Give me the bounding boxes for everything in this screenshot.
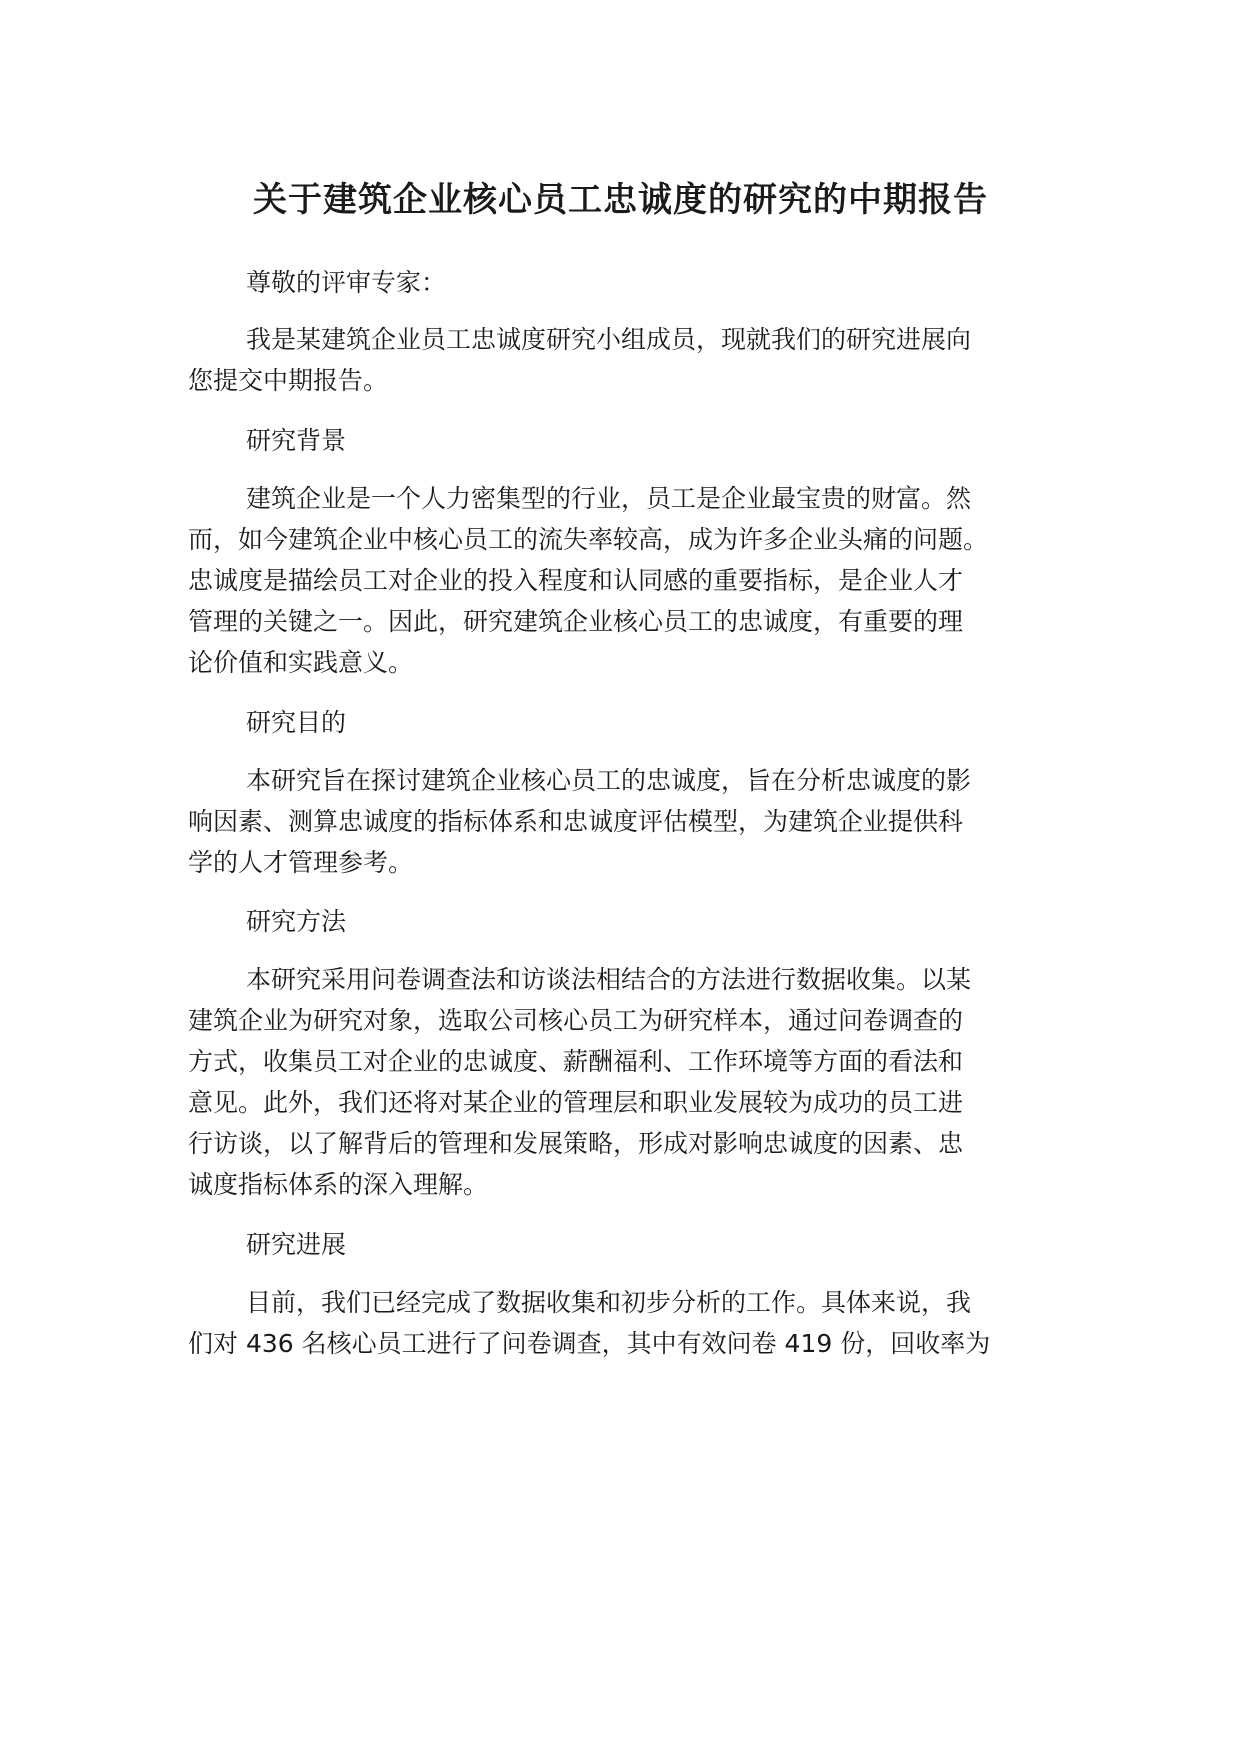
background-line-2: 而，如今建筑企业中核心员工的流失率较高，成为许多企业头痛的问题。 bbox=[188, 525, 989, 554]
document-title: 关于建筑企业核心员工忠诚度的研究的中期报告 bbox=[253, 180, 988, 220]
progress-line-1: 目前，我们已经完成了数据收集和初步分析的工作。具体来说，我 bbox=[246, 1288, 972, 1317]
intro-line-2: 您提交中期报告。 bbox=[188, 366, 389, 395]
section-heading-progress: 研究进展 bbox=[246, 1230, 347, 1259]
section-heading-background: 研究背景 bbox=[246, 426, 347, 455]
intro-line-1: 我是某建筑企业员工忠诚度研究小组成员，现就我们的研究进展向 bbox=[246, 325, 972, 354]
background-line-5: 论价值和实践意义。 bbox=[188, 648, 414, 677]
salutation: 尊敬的评审专家： bbox=[246, 268, 447, 297]
method-line-5: 行访谈，以了解背后的管理和发展策略，形成对影响忠诚度的因素、忠 bbox=[188, 1129, 964, 1158]
method-line-2: 建筑企业为研究对象，选取公司核心员工为研究样本，通过问卷调查的 bbox=[188, 1006, 964, 1035]
method-line-1: 本研究采用问卷调查法和访谈法相结合的方法进行数据收集。以某 bbox=[246, 965, 972, 994]
background-line-3: 忠诚度是描绘员工对企业的投入程度和认同感的重要指标，是企业人才 bbox=[188, 566, 964, 595]
purpose-line-3: 学的人才管理参考。 bbox=[188, 848, 414, 877]
method-line-4: 意见。此外，我们还将对某企业的管理层和职业发展较为成功的员工进 bbox=[188, 1088, 964, 1117]
progress-line-2: 们对 436 名核心员工进行了问卷调查，其中有效问卷 419 份，回收率为 bbox=[188, 1329, 991, 1358]
background-line-4: 管理的关键之一。因此，研究建筑企业核心员工的忠诚度，有重要的理 bbox=[188, 607, 964, 636]
purpose-line-1: 本研究旨在探讨建筑企业核心员工的忠诚度，旨在分析忠诚度的影 bbox=[246, 766, 972, 795]
background-line-1: 建筑企业是一个人力密集型的行业，员工是企业最宝贵的财富。然 bbox=[246, 484, 972, 513]
method-line-6: 诚度指标体系的深入理解。 bbox=[188, 1170, 489, 1199]
section-heading-method: 研究方法 bbox=[246, 907, 347, 936]
method-line-3: 方式，收集员工对企业的忠诚度、薪酬福利、工作环境等方面的看法和 bbox=[188, 1047, 964, 1076]
section-heading-purpose: 研究目的 bbox=[246, 708, 347, 737]
purpose-line-2: 响因素、测算忠诚度的指标体系和忠诚度评估模型，为建筑企业提供科 bbox=[188, 807, 964, 836]
